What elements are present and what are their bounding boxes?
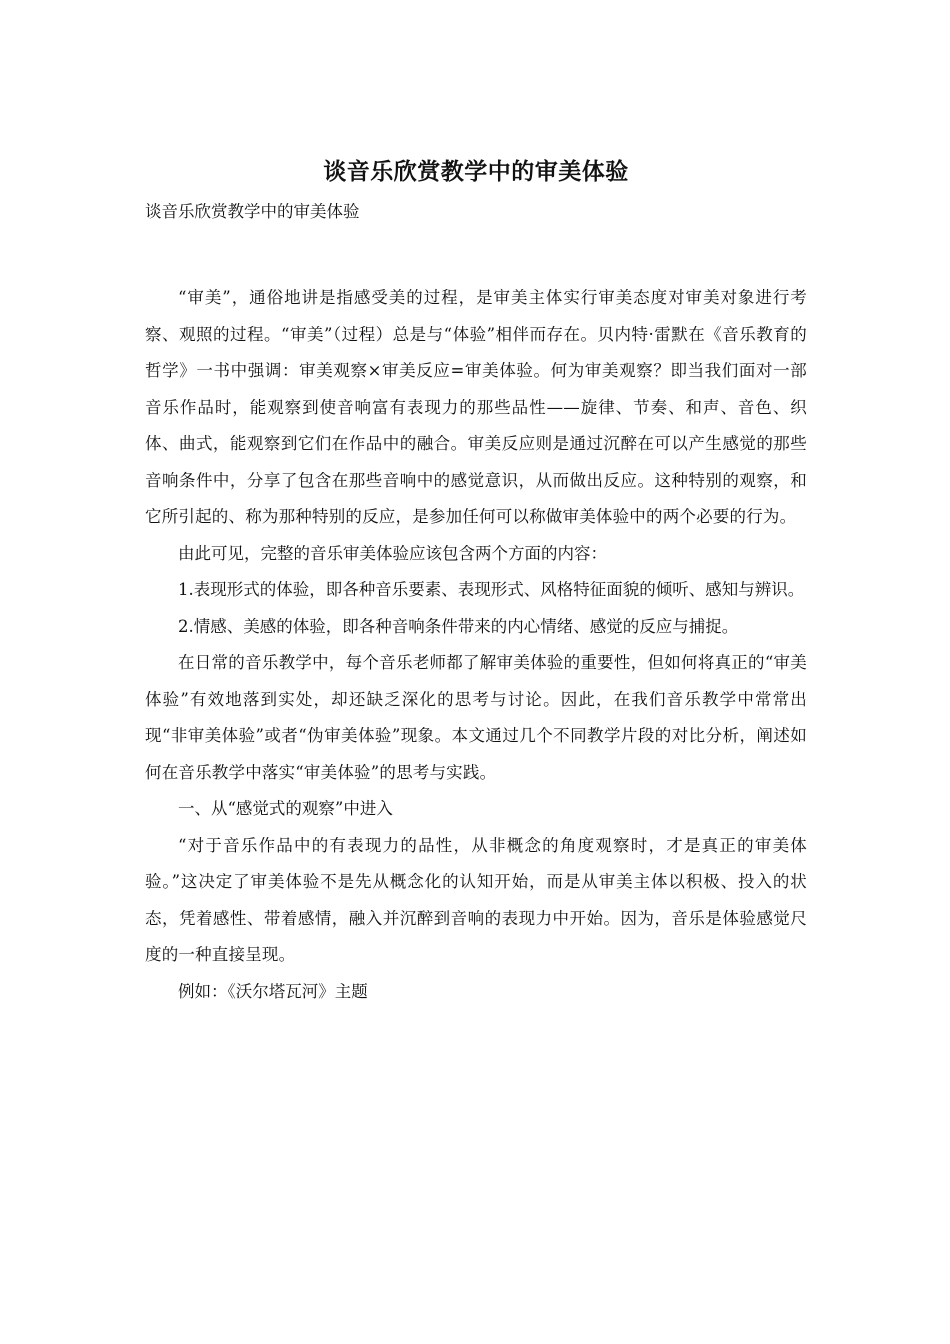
document-title: 谈音乐欣赏教学中的审美体验 xyxy=(323,159,629,185)
paragraph-summary: 由此可见，完整的音乐审美体验应该包含两个方面的内容： xyxy=(178,543,607,563)
section-heading-1: 一、从“感觉式的观察”中进入 xyxy=(178,799,393,818)
paragraph-practice: 在日常的音乐教学中，每个音乐老师都了解审美体验的重要性，但如何将真正的“审美体验”有效地落到实处，却还缺乏深化的思考与讨论。因此，在我们音乐教学中常常出现“非审美体验”或者“伪审美体验”现象。本文通过几个不同教学片段的对比分析，阐述如何在音乐教学中落实“审美体验”的思考与实践。 xyxy=(145,653,807,782)
blank-line xyxy=(145,230,807,280)
paragraph-point-2: 2.情感、美感的体验，即各种音响条件带来的内心情绪、感觉的反应与捕捉。 xyxy=(178,616,739,636)
paragraph-example: 例如：《沃尔塔瓦河》主题 xyxy=(178,981,368,1001)
paragraph-intro: “审美”，通俗地讲是指感受美的过程，是审美主体实行审美态度对审美对象进行考察、观照的过程。“审美”（过程）总是与“体验”相伴而存在。贝内特·雷默在《音乐教育的哲学》一书中强调：审美观察×审美反应=审美体验。何为审美观察？即当我们面对一部音乐作品时，能观察到使音响富有表现力的那些品性——旋律、节奏、和声、音色、织体、曲式，能观察到它们在作品中的融合。审美反应则是通过沉醉在可以产生感觉的那些音响条件中，分享了包含在那些音响中的感觉意识，从而做出反应。这种特别的观察，和它所引起的、称为那种特别的反应，是参加任何可以称做审美体验中的两个必要的行为。 xyxy=(145,288,807,526)
document-subtitle: 谈音乐欣赏教学中的审美体验 xyxy=(145,202,360,221)
paragraph-section-1: “对于音乐作品中的有表现力的品性，从非概念的角度观察时，才是真正的审美体验。”这决定了审美体验不是先从概念化的认知开始，而是从审美主体以积极、投入的状态，凭着感性、带着感情，融入并沉醉到音响的表现力中开始。因为，音乐是体验感觉尺度的一种直接呈现。 xyxy=(145,835,807,964)
paragraph-point-1: 1.表现形式的体验，即各种音乐要素、表现形式、风格特征面貌的倾听、感知与辨识。 xyxy=(178,580,805,599)
document-body xyxy=(145,150,807,1010)
